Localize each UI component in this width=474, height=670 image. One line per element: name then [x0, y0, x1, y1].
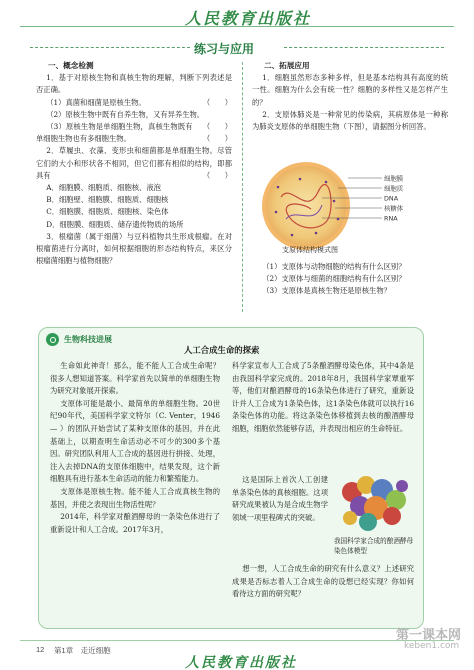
chapter-label: 第1章 走近细胞	[54, 646, 111, 655]
question-1-1: （1）真菌和细菌是原核生物。 （ ）	[46, 97, 232, 107]
watermark-url: keben1.com	[404, 641, 460, 651]
section-divider-left	[30, 47, 190, 48]
subquestion-1: （1）支原体与动物细胞的结构有什么区别？	[262, 262, 406, 271]
option-c: C．细胞膜、细胞质、细胞核、染色体	[46, 207, 169, 217]
concept-check-heading: 一、概念检测	[48, 61, 94, 70]
question-1-3: （3）原核生物是单细胞生物，真核生物既有单细胞生物也有多细胞生物。 （ ）	[36, 122, 232, 144]
label-cell-membrane: 细胞膜	[384, 174, 404, 183]
label-cytoplasm: 细胞质	[384, 184, 404, 193]
column-divider	[242, 62, 243, 312]
label-dna: DNA	[384, 194, 399, 203]
section-divider-right	[284, 47, 444, 48]
science-left-paragraph-1: 生命如此神奇！那么，能不能人工合成生命呢？很多人想知道答案。科学家首先以简单的单细胞生物为研究对象展开探索。	[50, 361, 220, 396]
yeast-chromosome-model-image	[332, 470, 418, 536]
science-left-paragraph-4: 2014年，科学家对酿酒酵母的一条染色体进行了重新设计和人工合成。2017年3月，	[50, 512, 220, 534]
science-badge-label: 生物科技进展	[64, 335, 112, 344]
science-right-paragraph-3-wrap	[232, 563, 414, 601]
label-rna: RNA	[384, 214, 398, 223]
option-d: D．细胞膜、细胞质、储存遗传物质的场所	[46, 219, 184, 229]
science-right-paragraph-3: 想一想，人工合成生命的研究有什么意义？上述研究成果是否标志着人工合成生命的设想已经实现？你如何看待这方面的研究呢？	[232, 564, 414, 599]
mycoplasma-figure-caption: 支原体结构模式图	[282, 246, 338, 254]
extension-question-1: 1．细胞虽然形态多种多样，但是基本结构具有高度的统一性。细胞为什么会有统一性？细胞的多样性又是怎样产生的？	[252, 73, 448, 107]
chromosome-figure-caption: 我国科学家合成的酿酒酵母染色体模型	[334, 537, 414, 555]
question-3: 3．根瘤菌（属于细菌）与豆科植物共生形成根瘤。在对根瘤菌进行分离时，如何根据细胞的形态结构特点，来区分根瘤菌细胞与植物细胞？	[36, 231, 232, 266]
concept-check-column	[36, 60, 232, 267]
science-article-title: 人工合成生命的探索	[184, 345, 260, 355]
science-right-paragraph-1: 科学家宣布人工合成了5条酿酒酵母染色体，其中4条是由我国科学家完成的。2018年8月，我国科学家覃重军等，他们对酿酒酵母的16条染色体进行了研究，重新设计并人工合成为1条染色体，这1条染色体就可以执行16条染色体的功能。将这条染色体移植到去核的酿酒酵母细胞，细胞依然能够存活，并表现出相应的生命特征。	[232, 361, 414, 433]
extension-heading: 二、拓展应用	[264, 61, 310, 70]
option-b: B．细胞壁、细胞膜、细胞质、细胞核	[46, 195, 169, 205]
science-left-paragraph-2: 支原体可能是最小、最简单的单细胞生物。20世纪90年代，美国科学家文特尔（C. Venter，1946— ）的团队开始尝试了某种支原体的基因，并在此基础上，以期查明生命活动必不可少的300多个基因。研究团队利用人工合成的基因进行拼接、处理，注入去掉DNA的支原体细胞中，结果发现，这个新细胞具有进行基本生命活动的能力和繁殖能力。	[50, 398, 220, 484]
subquestion-2: （2）支原体与细菌的细胞结构有什么区别？	[262, 274, 406, 284]
label-ribosome: 核糖体	[384, 204, 404, 213]
mycoplasma-structure-diagram	[256, 157, 446, 255]
science-right-paragraph-2-wrap	[232, 474, 328, 524]
subquestion-3: （3）支原体是真核生物还是原核生物？	[262, 286, 391, 296]
science-left-column	[50, 360, 220, 536]
extension-question-2: 2．支原体肺炎是一种常见的传染病，其病原体是一种称为肺炎支原体的单细胞生物（下图），请据图分析回答。	[252, 109, 448, 132]
footer-rule	[20, 640, 454, 641]
extension-subquestions	[252, 261, 448, 298]
extension-column	[252, 60, 448, 133]
footer-publisher-logo: 人民教育出版社	[185, 655, 297, 670]
watermark-title: 第一课本网	[396, 628, 462, 643]
section-title: 练习与应用	[194, 42, 255, 56]
question-1-2: （2）原核生物中既有自养生物，又有异养生物。 （ ）	[46, 109, 232, 132]
science-right-paragraph-2: 这是国际上首次人工创建单条染色体的真核细胞。这项研究成果被认为是合成生物学领域一项里程碑式的突破。	[232, 475, 328, 522]
header-rule	[20, 26, 454, 27]
science-left-paragraph-3: 支原体是原核生物。能不能人工合成真核生物的基因，并使之表现出生物活性呢？	[50, 486, 220, 509]
question-1-stem: 1．基于对原核生物和真核生物的理解，判断下列表述是否正确。	[36, 73, 232, 95]
publisher-logo: 人民教育出版社	[185, 9, 312, 28]
option-a: A．细胞膜、细胞质、细胞核、液泡	[46, 183, 161, 193]
question-2-stem: 2．草履虫、衣藻、变形虫和细菌都是单细胞生物。尽管它们的大小和形状各不相同，但它们都有相似的结构，即都具有 （ ）	[36, 146, 232, 180]
science-right-column	[232, 360, 414, 436]
page-number: 12	[36, 645, 45, 654]
